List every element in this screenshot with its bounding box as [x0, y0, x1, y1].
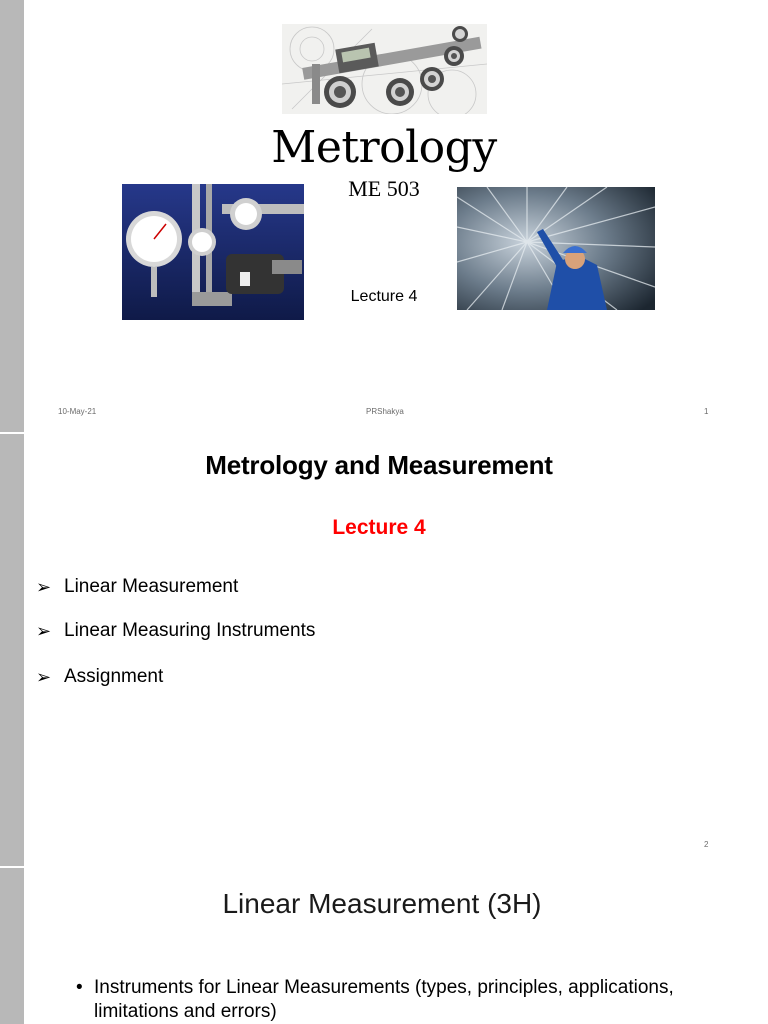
- footer-date: 10-May-21: [58, 407, 97, 416]
- slide-separator: [0, 866, 24, 868]
- arrow-bullet-icon: ➢: [36, 666, 52, 687]
- slide-3: [24, 868, 768, 1024]
- slide-gutter: [0, 0, 24, 1024]
- list-item: [76, 976, 676, 1024]
- course-code: ME 503: [348, 176, 420, 201]
- slide-title: Linear Measurement (3H): [222, 888, 542, 919]
- dot-bullet-icon: •: [76, 977, 83, 998]
- list-item: [36, 620, 315, 642]
- slide-title: Metrology: [271, 122, 497, 173]
- list-item-label: Linear Measurement: [64, 576, 239, 597]
- turbine-engineer-image: [457, 187, 655, 310]
- footer-author: PRShakya: [366, 407, 404, 416]
- footer-page-number: 2: [704, 840, 709, 849]
- lecture-label: Lecture 4: [350, 288, 418, 305]
- list-item-label: Assignment: [64, 666, 164, 687]
- list-item-label: Linear Measuring Instruments: [64, 620, 316, 641]
- slide-title: Metrology and Measurement: [205, 450, 553, 480]
- lecture-subtitle: Lecture 4: [332, 516, 426, 539]
- slide-1: [24, 0, 768, 432]
- list-item: [36, 666, 163, 688]
- footer-page-number: 1: [704, 407, 709, 416]
- list-item-label: Instruments for Linear Measurements (types, principles, applications, limitations and errors): [94, 977, 674, 1022]
- arrow-bullet-icon: ➢: [36, 620, 52, 641]
- caliper-bearings-image: [282, 24, 487, 114]
- list-item: [36, 576, 238, 598]
- arrow-bullet-icon: ➢: [36, 576, 52, 597]
- slide-2: [24, 434, 768, 866]
- slide-separator: [0, 432, 24, 434]
